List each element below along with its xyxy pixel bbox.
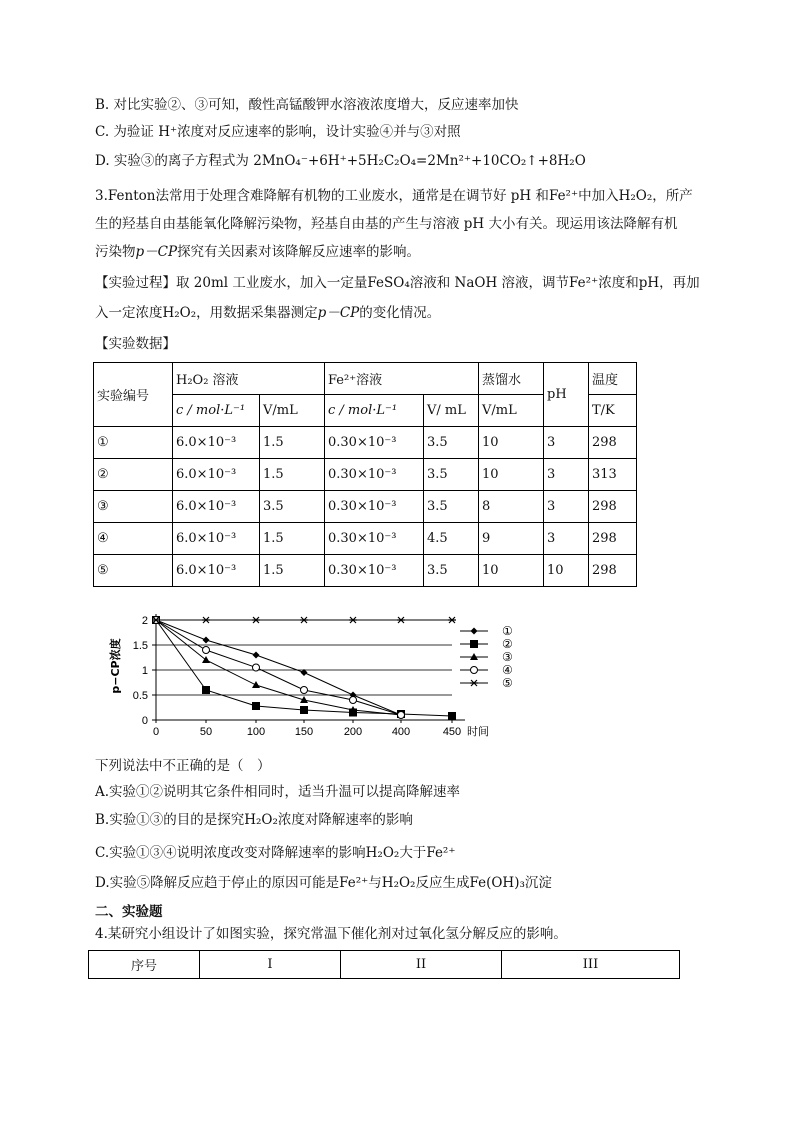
- table-row: [94, 459, 637, 491]
- pcp-concentration-chart: [95, 604, 535, 750]
- cell-c1: 6.0×10⁻³: [173, 523, 260, 555]
- choice-d: D.实验⑤降解反应趋于停止的原因可能是Fe²⁺与H₂O₂反应生成Fe(OH)₃沉淀: [95, 875, 552, 891]
- data-point: [252, 617, 260, 623]
- series-2: [152, 616, 456, 720]
- x-axis-label: 时间: [467, 725, 489, 738]
- legend-label: ⑤: [502, 676, 513, 690]
- cell-c2: 0.30×10⁻³: [325, 491, 424, 523]
- table-row: [94, 523, 637, 555]
- header-v1: V/mL: [260, 395, 325, 427]
- x-tick-label: 0: [152, 726, 160, 738]
- choice-c: C.实验①③④说明浓度改变对降解速率的影响H₂O₂大于Fe²⁺: [95, 845, 456, 861]
- q3-line1: 3.Fenton法常用于处理含难降解有机物的工业废水，通常是在调节好 pH 和Fe²⁺中加入H₂O₂，所产: [95, 188, 693, 204]
- table-row: [94, 491, 637, 523]
- header-h2o2: H₂O₂ 溶液: [173, 363, 325, 395]
- procedure-line1: 【实验过程】取 20ml 工业废水，加入一定量FeSO₄溶液和 NaOH 溶液，调节Fe²⁺浓度和pH，再加: [95, 275, 700, 291]
- cell-id: ②: [94, 459, 173, 491]
- experiment-data-table: [93, 362, 637, 587]
- cell-ph: 3: [544, 459, 589, 491]
- cell-c1: 6.0×10⁻³: [173, 459, 260, 491]
- x-tick-label: 450: [442, 726, 462, 738]
- header-ph: pH: [544, 363, 589, 427]
- cell-ph: 10: [544, 555, 589, 587]
- legend-label: ②: [502, 637, 513, 651]
- cell-c2: 0.30×10⁻³: [325, 555, 424, 587]
- cell-t: 298: [589, 523, 637, 555]
- x-tick-label: 150: [294, 726, 314, 738]
- data-point: [252, 702, 260, 710]
- cell-v2: 4.5: [424, 523, 479, 555]
- data-point: [398, 712, 405, 719]
- section-heading: 二、实验题: [95, 904, 163, 920]
- data-point: [350, 697, 357, 704]
- data-point: [448, 617, 456, 623]
- option-b-line: B. 对比实验②、③可知，酸性高锰酸钾水溶液浓度增大，反应速率加快: [95, 97, 519, 113]
- catalyst-table: [88, 950, 680, 979]
- q4-stem: 4.某研究小组设计了如图实验，探究常温下催化剂对过氧化氢分解反应的影响。: [95, 926, 567, 942]
- series-5: [152, 617, 456, 623]
- table-header-row: [94, 363, 637, 395]
- x-tick-label: 50: [199, 726, 213, 738]
- cell-id: ③: [94, 491, 173, 523]
- data-title: 【实验数据】: [95, 336, 176, 352]
- legend-label: ①: [502, 624, 513, 638]
- cell-w: 9: [479, 523, 544, 555]
- header-t: T/K: [589, 395, 637, 427]
- data-point: [202, 686, 210, 694]
- table-row: [89, 951, 680, 979]
- cell-t: 313: [589, 459, 637, 491]
- cell-c1: 6.0×10⁻³: [173, 491, 260, 523]
- data-point: [471, 667, 478, 674]
- cell-v1: 1.5: [260, 523, 325, 555]
- x-tick-label: 200: [343, 726, 363, 738]
- series-line: [156, 620, 401, 715]
- question-stem: 下列说法中不正确的是（ ）: [95, 758, 271, 774]
- t2-h0: 序号: [89, 951, 200, 979]
- table-row: [94, 555, 637, 587]
- ionic-equation: 2MnO₄⁻+6H⁺+5H₂C₂O₄=2Mn²⁺+10CO₂↑+8H₂O: [253, 153, 586, 169]
- header-fe: Fe²⁺溶液: [325, 363, 479, 395]
- y-axis-label: p−CP浓度: [109, 638, 122, 694]
- header-v2: V/ mL: [424, 395, 479, 427]
- cell-v1: 3.5: [260, 491, 325, 523]
- procedure-line2: 入一定浓度H₂O₂，用数据采集器测定p－CP的变化情况。: [95, 305, 441, 321]
- cell-c2: 0.30×10⁻³: [325, 459, 424, 491]
- cell-c2: 0.30×10⁻³: [325, 427, 424, 459]
- data-point: [448, 712, 456, 720]
- t2-h3: III: [502, 951, 680, 979]
- cell-w: 10: [479, 555, 544, 587]
- table-row: [94, 427, 637, 459]
- legend-label: ③: [502, 650, 513, 664]
- t2-h1: I: [200, 951, 341, 979]
- cell-v1: 1.5: [260, 555, 325, 587]
- q3-line3: 污染物p－CP探究有关因素对该降解反应速率的影响。: [95, 244, 421, 260]
- data-point: [202, 656, 210, 663]
- cell-v2: 3.5: [424, 491, 479, 523]
- header-c1: c / mol·L⁻¹: [173, 395, 260, 427]
- q3-line2: 生的羟基自由基能氧化降解污染物，羟基自由基的产生与溶液 pH 大小有关。现运用该法降解有机: [95, 216, 678, 232]
- y-tick-label: 1.5: [132, 640, 148, 652]
- data-point: [397, 617, 405, 623]
- cell-id: ④: [94, 523, 173, 555]
- data-point: [253, 652, 260, 659]
- cell-ph: 3: [544, 523, 589, 555]
- t2-h2: II: [341, 951, 502, 979]
- data-point: [203, 637, 210, 644]
- cell-c2: 0.30×10⁻³: [325, 523, 424, 555]
- header-c2: c / mol·L⁻¹: [325, 395, 424, 427]
- cell-w: 10: [479, 459, 544, 491]
- header-exp-id: 实验编号: [94, 363, 173, 427]
- data-point: [470, 640, 478, 648]
- cell-c1: 6.0×10⁻³: [173, 555, 260, 587]
- cell-t: 298: [589, 427, 637, 459]
- cell-t: 298: [589, 491, 637, 523]
- data-point: [301, 687, 308, 694]
- data-point: [349, 617, 357, 623]
- cell-t: 298: [589, 555, 637, 587]
- cell-v2: 3.5: [424, 459, 479, 491]
- choice-a: A.实验①②说明其它条件相同时，适当升温可以提高降解速率: [95, 784, 461, 800]
- data-point: [471, 628, 478, 635]
- x-tick-label: 400: [391, 726, 411, 738]
- cell-w: 10: [479, 427, 544, 459]
- option-c-line: C. 为验证 H⁺浓度对反应速率的影响，设计实验④并与③对照: [95, 124, 461, 140]
- cell-id: ①: [94, 427, 173, 459]
- y-tick-label: 1: [141, 665, 148, 677]
- data-point: [203, 647, 210, 654]
- y-tick-label: 0.5: [132, 690, 148, 702]
- legend-label: ④: [502, 663, 513, 677]
- cell-id: ⑤: [94, 555, 173, 587]
- cell-v2: 3.5: [424, 555, 479, 587]
- cell-ph: 3: [544, 427, 589, 459]
- header-temp: 温度: [589, 363, 637, 395]
- cell-ph: 3: [544, 491, 589, 523]
- x-tick-label: 100: [246, 726, 266, 738]
- y-tick-label: 2: [141, 615, 148, 627]
- data-point: [253, 664, 260, 671]
- option-d-prefix: D. 实验③的离子方程式为: [95, 153, 249, 169]
- data-point: [300, 617, 308, 623]
- option-d-line: [95, 151, 586, 171]
- data-point: [470, 680, 478, 686]
- cell-w: 8: [479, 491, 544, 523]
- cell-v1: 1.5: [260, 459, 325, 491]
- header-water: 蒸馏水: [479, 363, 544, 395]
- data-point: [202, 617, 210, 623]
- cell-v2: 3.5: [424, 427, 479, 459]
- choice-b: B.实验①③的目的是探究H₂O₂浓度对降解速率的影响: [95, 812, 413, 828]
- header-v3: V/mL: [479, 395, 544, 427]
- data-point: [252, 681, 260, 688]
- y-tick-label: 0: [141, 715, 148, 727]
- data-point: [300, 706, 308, 714]
- cell-v1: 1.5: [260, 427, 325, 459]
- cell-c1: 6.0×10⁻³: [173, 427, 260, 459]
